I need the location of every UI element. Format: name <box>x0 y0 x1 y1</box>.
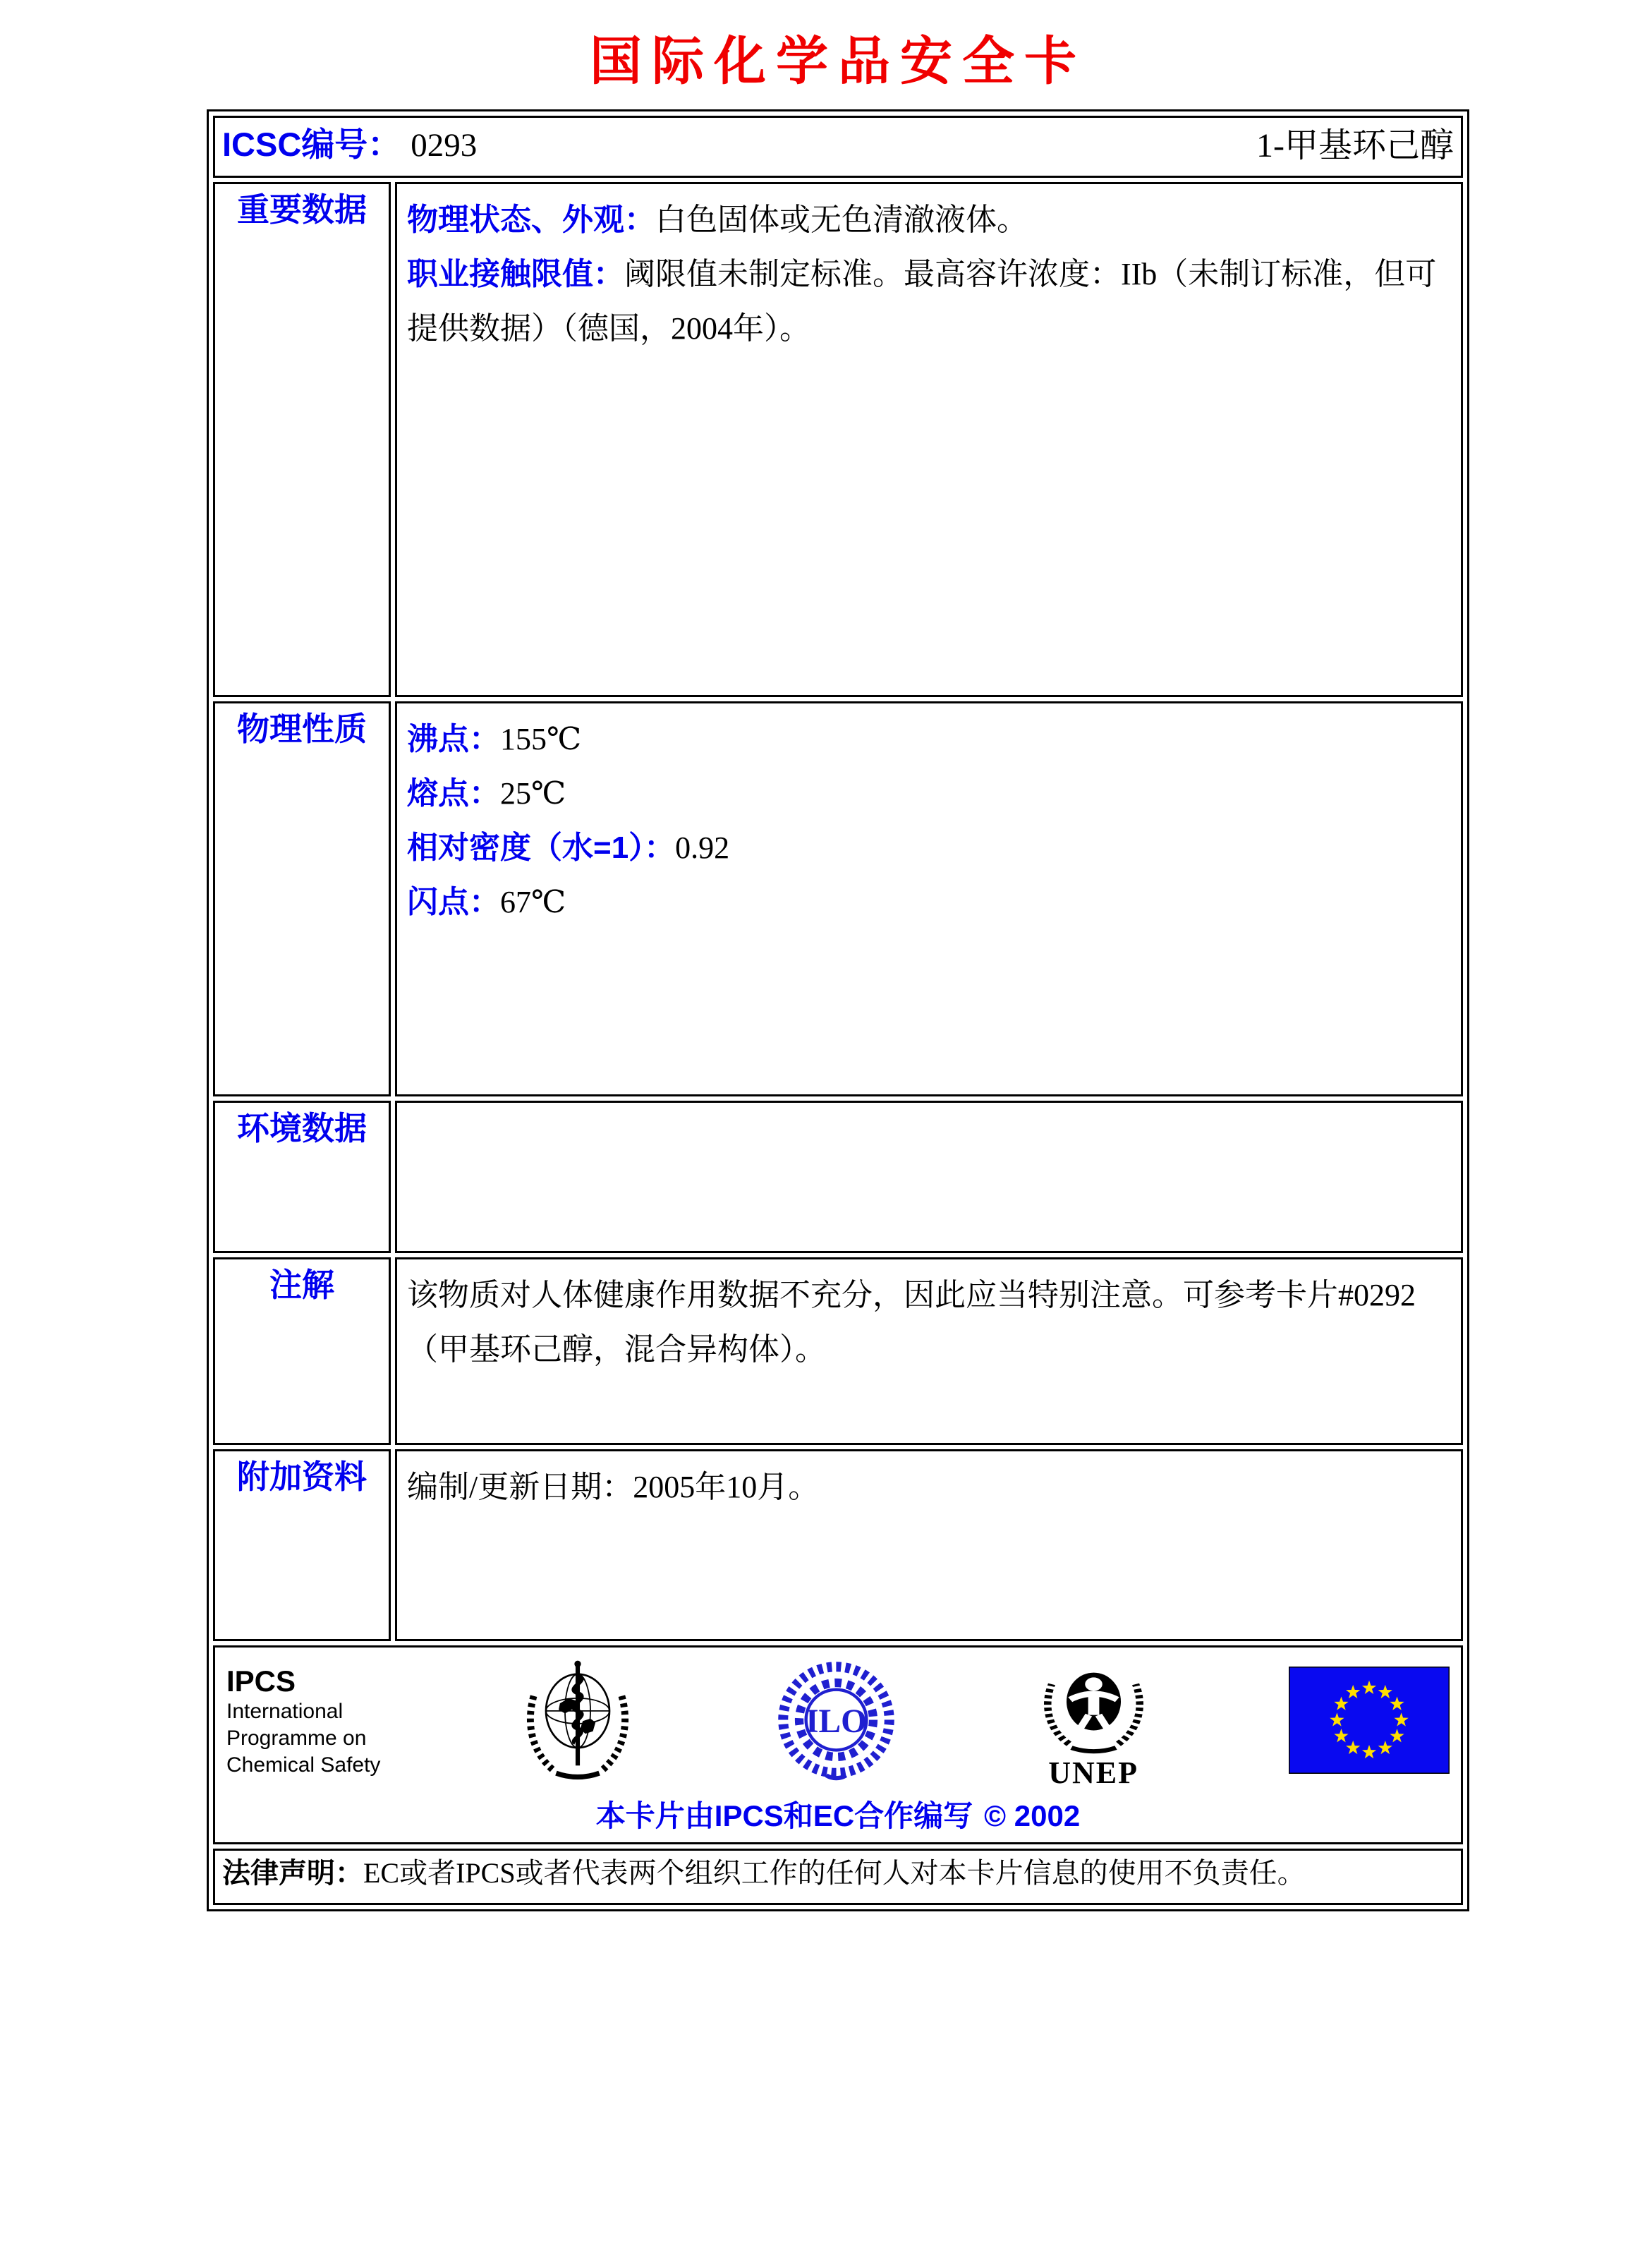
environmental-data-row <box>213 1101 1463 1253</box>
ipcs-line-2: Programme on <box>226 1727 367 1750</box>
notes-row <box>213 1257 1463 1445</box>
additional-info-content: 编制/更新日期：2005年10月。 <box>395 1449 1463 1641</box>
physical-state-desc: 白色固体或无色清澈液体。 <box>655 202 1028 237</box>
relative-density-value: 0.92 <box>675 830 730 865</box>
credit-line <box>226 1793 1450 1835</box>
section-label-notes: 注解 <box>213 1257 391 1445</box>
unep-emblem-icon <box>1032 1655 1155 1789</box>
ipcs-text-block <box>226 1664 380 1779</box>
logos-row <box>213 1645 1463 1844</box>
legal-cell <box>213 1849 1463 1905</box>
section-label-important-data: 重要数据 <box>213 182 391 697</box>
legal-row <box>213 1849 1463 1905</box>
ipcs-title: IPCS <box>226 1664 296 1698</box>
icsc-number-label: ICSC编号： <box>222 126 401 163</box>
environmental-data-content <box>395 1101 1463 1253</box>
icsc-number-value: 0293 <box>411 127 478 164</box>
physical-state-term: 物理状态、外观： <box>407 202 655 237</box>
unep-wordmark: UNEP <box>1048 1755 1138 1790</box>
icsc-card-table <box>207 109 1469 1911</box>
page-title: 国际化学品安全卡 <box>590 33 1086 91</box>
ipcs-line-3: Chemical Safety <box>226 1753 381 1777</box>
important-data-content <box>395 182 1463 697</box>
exposure-limit-term: 职业接触限值： <box>407 257 624 291</box>
credit-text: 本卡片由IPCS和EC合作编写 <box>595 1799 973 1832</box>
legal-notice-text: EC或者IPCS或者代表两个组织工作的任何人对本卡片信息的使用不负责任。 <box>363 1857 1306 1889</box>
relative-density-term: 相对密度（水=1）： <box>407 830 676 865</box>
boiling-point-value: 155℃ <box>500 722 582 756</box>
melting-point-value: 25℃ <box>500 776 566 811</box>
melting-point-entry <box>407 766 1451 821</box>
flash-point-value: 67℃ <box>500 885 566 919</box>
additional-info-row <box>213 1449 1463 1641</box>
eu-flag-icon <box>1289 1667 1450 1777</box>
section-label-environmental-data: 环境数据 <box>213 1101 391 1253</box>
logos-cell <box>213 1645 1463 1844</box>
exposure-limit-desc: 阈限值未制定标准。最高容许浓度：IIb（未制订标准，但可提供数据）（德国，2004年）。 <box>407 257 1437 346</box>
section-label-additional-info: 附加资料 <box>213 1449 391 1641</box>
physical-properties-content <box>395 701 1463 1096</box>
ipcs-line-1: International <box>226 1700 344 1723</box>
relative-density-entry <box>407 821 1451 875</box>
important-data-row <box>213 182 1463 697</box>
icsc-number-group <box>222 119 477 166</box>
ilo-monogram: ILO <box>806 1703 868 1740</box>
flash-point-term: 闪点： <box>407 885 500 919</box>
flash-point-entry <box>407 875 1451 929</box>
ilo-emblem-icon <box>775 1658 898 1785</box>
legal-notice-label: 法律声明： <box>222 1858 363 1889</box>
boiling-point-term: 沸点： <box>407 722 500 756</box>
notes-content: 该物质对人体健康作用数据不充分，因此应当特别注意。可参考卡片#0292（甲基环己醇，混合异构体）。 <box>395 1257 1463 1445</box>
exposure-limit-entry <box>407 247 1451 356</box>
physical-state-entry <box>407 193 1451 247</box>
boiling-point-entry <box>407 712 1451 766</box>
copyright-text: © 2002 <box>984 1799 1081 1832</box>
header-cell <box>213 116 1463 178</box>
header-row <box>213 116 1463 178</box>
section-label-physical-properties: 物理性质 <box>213 701 391 1096</box>
melting-point-term: 熔点： <box>407 776 500 811</box>
chemical-name: 1-甲基环己醇 <box>1256 127 1454 164</box>
who-emblem-icon <box>514 1655 641 1789</box>
physical-properties-row <box>213 701 1463 1096</box>
